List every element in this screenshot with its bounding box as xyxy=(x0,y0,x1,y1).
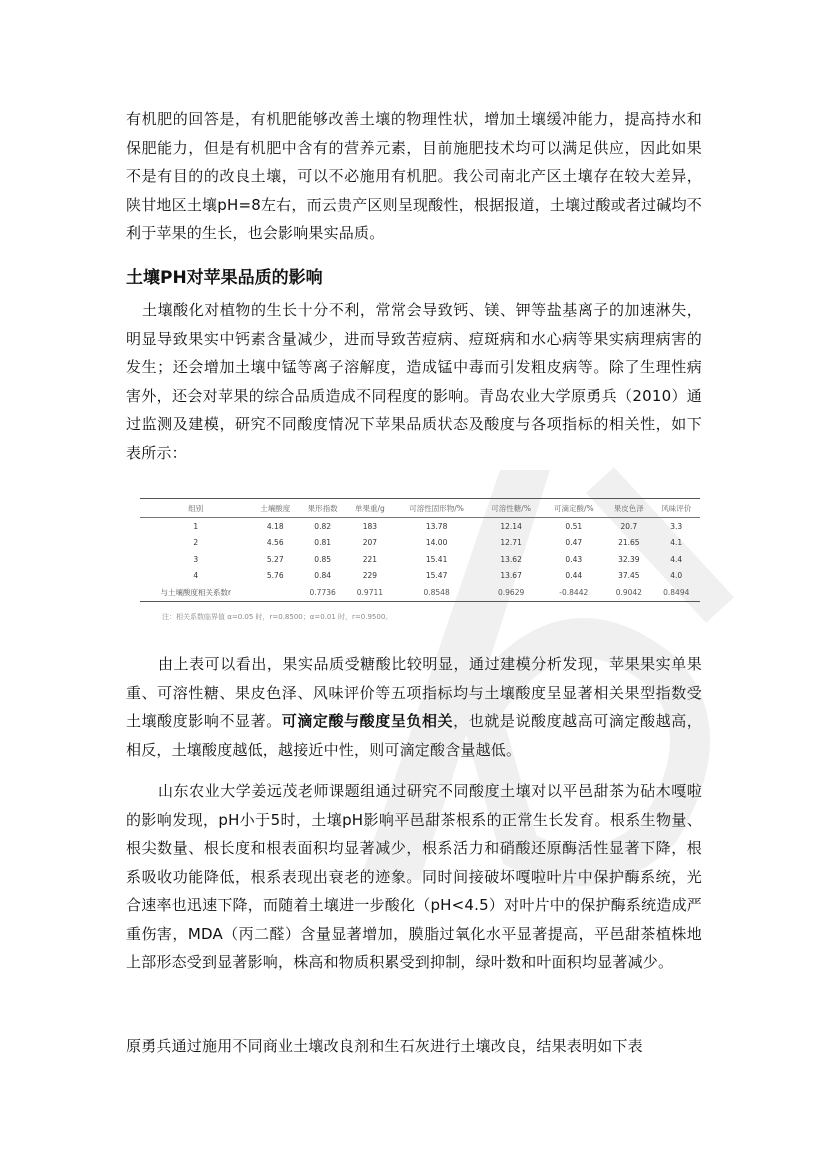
table-cell: 221 xyxy=(362,554,378,564)
table-cell: -0.8442 xyxy=(542,584,605,601)
table-cell: 21.65 xyxy=(618,538,640,548)
paragraph-shandong-study: 山东农业大学姜远茂老师课题组通过研究不同酸度土壤对以平邑甜茶为砧木嘎啦的影响发现，pH小于5时，土壤pH影响平邑甜茶根系的正常生长发育。根系生物量、根尖数量、根长度和根表面积均显著减少，根系活力和硝酸还原酶活性显著下降，根系吸收功能降低，根系表现出衰老的迹象。同时间接破坏嘎啦叶片中保护酶系统，光合速率也迅速下降，而随着土壤进一步酸化（pH<4.5）对叶片中的保护酶系统造成严重伤害，MDA（丙二醛）含量显著增加，膜脂过氧化水平显著提高，平邑甜茶植株地上部形态受到显著影响，株高和物质积累受到抑制，绿叶数和叶面积均显著减少。 xyxy=(126,782,702,971)
table-cell: 0.47 xyxy=(565,538,583,548)
table-cell: 15.47 xyxy=(425,571,448,581)
table-row xyxy=(140,568,700,585)
table-cell: 183 xyxy=(362,521,378,531)
analysis-bold-finding: 可滴定酸与酸度呈负相关 xyxy=(281,712,454,730)
table-cell: 0.7736 xyxy=(299,584,346,601)
table-cell: 0.81 xyxy=(314,538,331,548)
table-cell: 15.41 xyxy=(425,554,448,564)
table-header-cell: 可滴定酸/% xyxy=(542,499,605,518)
table-cell: 12.71 xyxy=(500,538,522,548)
table-cell: 37.45 xyxy=(618,571,640,581)
table-header-cell: 单果重/g xyxy=(346,499,393,518)
table-cell: 4.4 xyxy=(670,554,683,564)
table-cell: 0.9042 xyxy=(605,584,652,601)
analysis-text-b: ，也就是说酸度越高可滴定酸越高，相反，土壤酸度越低，越接近中性，则可滴定酸含量越低。 xyxy=(126,712,702,759)
table-cell: 0.82 xyxy=(314,521,331,531)
table-cell: 1 xyxy=(193,521,199,531)
table-cell: 32.39 xyxy=(618,554,640,564)
table-cell: 13.78 xyxy=(425,521,448,531)
table-cell: 0.8494 xyxy=(653,584,700,601)
table-cell: 4.18 xyxy=(266,521,284,531)
table-cell: 5.76 xyxy=(266,571,284,581)
table-cell xyxy=(252,584,299,601)
table-cell: 0.84 xyxy=(314,571,331,581)
table-cell: 4.56 xyxy=(266,538,284,548)
table-header-cell: 果皮色泽 xyxy=(605,499,652,518)
table-cell: 5.27 xyxy=(266,554,284,564)
paragraph-soil-acidification: 土壤酸化对植物的生长十分不利，常常会导致钙、镁、钾等盐基离子的加速淋失，明显导致果实中钙素含量减少，进而导致苦痘病、痘斑病和水心病等果实病理病害的发生；还会增加土壤中锰等离子溶解度，造成锰中毒而引发粗皮病等。除了生理性病害外，还会对苹果的综合品质造成不同程度的影响。青岛农业大学原勇兵（2010）通过监测及建模，研究不同酸度情况下苹果品质状态及酸度与各项指标的相关性，如下表所示： xyxy=(126,301,702,462)
table-header-cell: 可溶性固形物/% xyxy=(393,499,479,518)
table-cell: 13.67 xyxy=(500,571,522,581)
table-cell: 与土壤酸度相关系数r xyxy=(140,584,252,601)
table-cell: 2 xyxy=(193,538,199,548)
table-header-cell: 果形指数 xyxy=(299,499,346,518)
table-cell: 3 xyxy=(193,554,199,564)
section-heading: 土壤PH对苹果品质的影响 xyxy=(126,268,323,288)
table-cell: 0.9629 xyxy=(480,584,543,601)
table-cell: 0.43 xyxy=(565,554,583,564)
table-header-cell: 可溶性糖/% xyxy=(480,499,543,518)
table-header-cell: 组别 xyxy=(140,499,252,518)
table-cell: 13.62 xyxy=(500,554,522,564)
table-header-cell: 土壤酸度 xyxy=(252,499,299,518)
table-cell: 0.51 xyxy=(565,521,583,531)
table-cell: 4.0 xyxy=(670,571,683,581)
table-cell: 4.1 xyxy=(670,538,683,548)
table-cell: 20.7 xyxy=(620,521,638,531)
table-cell: 0.44 xyxy=(565,571,583,581)
table-row xyxy=(140,535,700,552)
table-cell: 3.3 xyxy=(670,521,683,531)
paragraph-soil-improvement: 原勇兵通过施用不同商业土壤改良剂和生石灰进行土壤改良，结果表明如下表 xyxy=(126,1037,643,1055)
table-row xyxy=(140,551,700,568)
paragraph-table-analysis xyxy=(126,650,702,764)
table-note: 注：相关系数临界值 α=0.05 时，r=0.8500；α=0.01 时，r=0.9500。 xyxy=(162,613,393,621)
table-cell: 14.00 xyxy=(425,538,448,548)
table-cell: 12.14 xyxy=(500,521,522,531)
paragraph-organic-fertilizer: 有机肥的回答是，有机肥能够改善土壤的物理性状，增加土壤缓冲能力，提高持水和保肥能力，但是有机肥中含有的营养元素，目前施肥技术均可以满足供应，因此如果不是有目的的改良土壤，可以不必施用有机肥。我公司南北产区土壤存在较大差异，陕甘地区土壤pH=8左右，而云贵产区则呈现酸性，根据报道，土壤过酸或者过碱均不利于苹果的生长，也会影响果实品质。 xyxy=(126,110,702,242)
table-header-cell: 风味评价 xyxy=(653,499,700,518)
ph-quality-table xyxy=(140,498,700,626)
table-cell: 207 xyxy=(362,538,378,548)
analysis-text-a: 由上表可以看出，果实品质受糖酸比较明显，通过建模分析发现，苹果果实单果重、可溶性糖、果皮色泽、风味评价等五项指标均与土壤酸度呈显著相关果型指数受土壤酸度影响不显著。 xyxy=(126,655,702,730)
table-cell: 0.9711 xyxy=(346,584,393,601)
table-cell: 4 xyxy=(193,571,199,581)
table-cell: 0.85 xyxy=(314,554,331,564)
table-cell: 229 xyxy=(362,571,378,581)
table-cell: 0.8548 xyxy=(393,584,479,601)
table-row xyxy=(140,584,700,601)
table-row xyxy=(140,518,700,535)
